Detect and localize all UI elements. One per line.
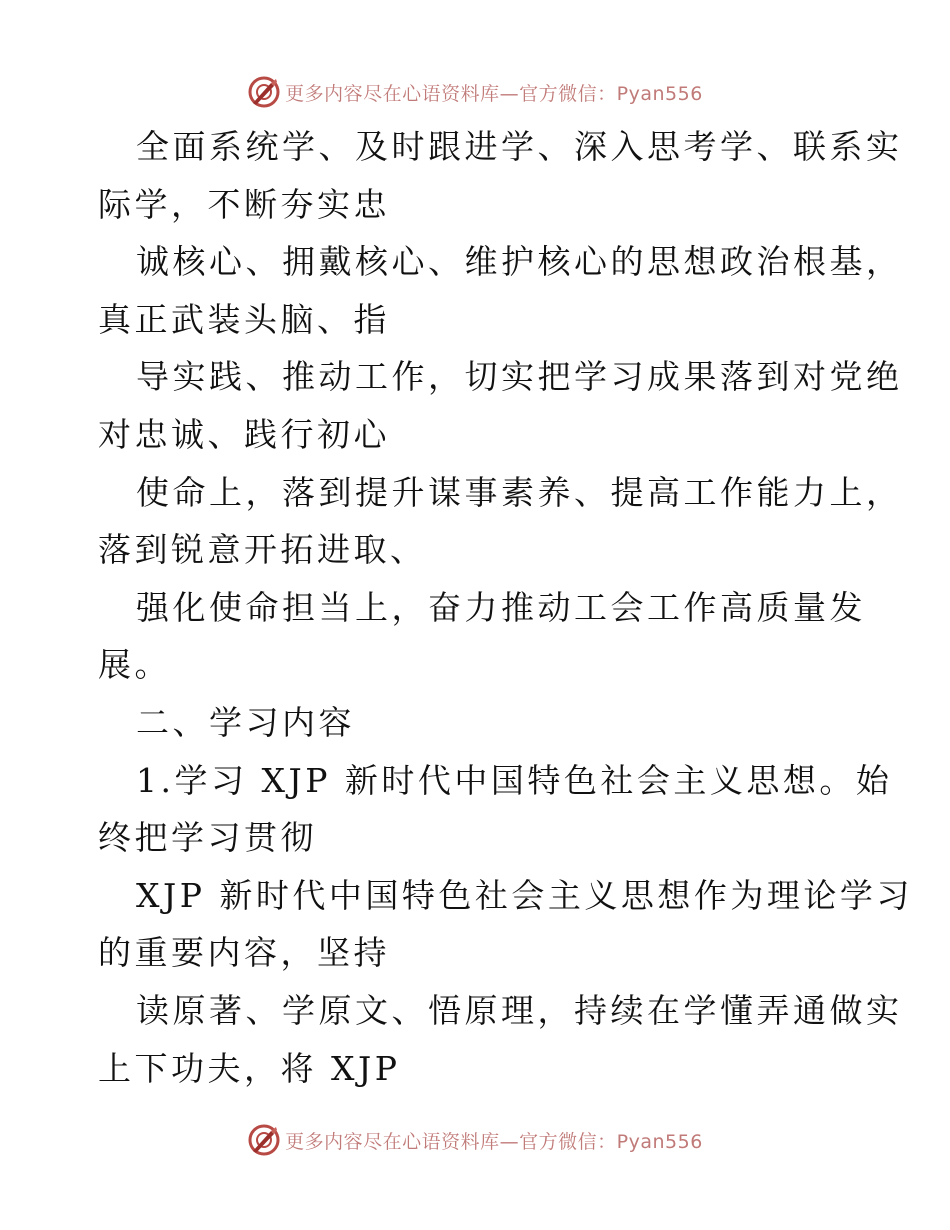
text-line: 导实践、推动工作，切实把学习成果落到对党绝 (136, 357, 903, 397)
text-line: 真正武装头脑、指 (98, 299, 390, 339)
document-body (98, 118, 913, 1097)
pen-logo-icon (247, 75, 281, 109)
text-line: 全面系统学、及时跟进学、深入思考学、联系实 (136, 127, 903, 166)
text-line: 读原著、学原文、悟原理，持续在学懂弄通做实 (136, 990, 903, 1030)
footer-banner (0, 1120, 950, 1160)
text-line: 的重要内容，坚持 (98, 933, 390, 973)
text-line: 展。 (98, 645, 171, 685)
footer-banner-text: 更多内容尽在心语资料库—官方微信：Pyan556 (285, 1130, 703, 1153)
header-banner-text: 更多内容尽在心语资料库—官方微信：Pyan556 (285, 82, 703, 105)
text-line: 使命上，落到提升谋事素养、提高工作能力上， (136, 472, 903, 512)
text-line: 上下功夫，将 XJP (98, 1048, 401, 1088)
text-line: 诚核心、拥戴核心、维护核心的思想政治根基， (136, 242, 903, 282)
text-line: 强化使命担当上，奋力推动工会工作高质量发 (136, 587, 866, 627)
text-line: XJP 新时代中国特色社会主义思想作为理论学习 (136, 875, 913, 915)
text-line: 对忠诚、践行初心 (98, 414, 390, 454)
pen-logo-icon (247, 1123, 281, 1157)
text-line: 际学，不断夯实忠 (98, 184, 390, 224)
text-line: 终把学习贯彻 (98, 818, 317, 858)
text-line: 落到锐意开拓进取、 (98, 530, 427, 570)
header-banner (0, 72, 950, 112)
text-line: 二、学习内容 (136, 702, 355, 742)
text-line: 1.学习 XJP 新时代中国特色社会主义思想。始 (136, 760, 893, 800)
